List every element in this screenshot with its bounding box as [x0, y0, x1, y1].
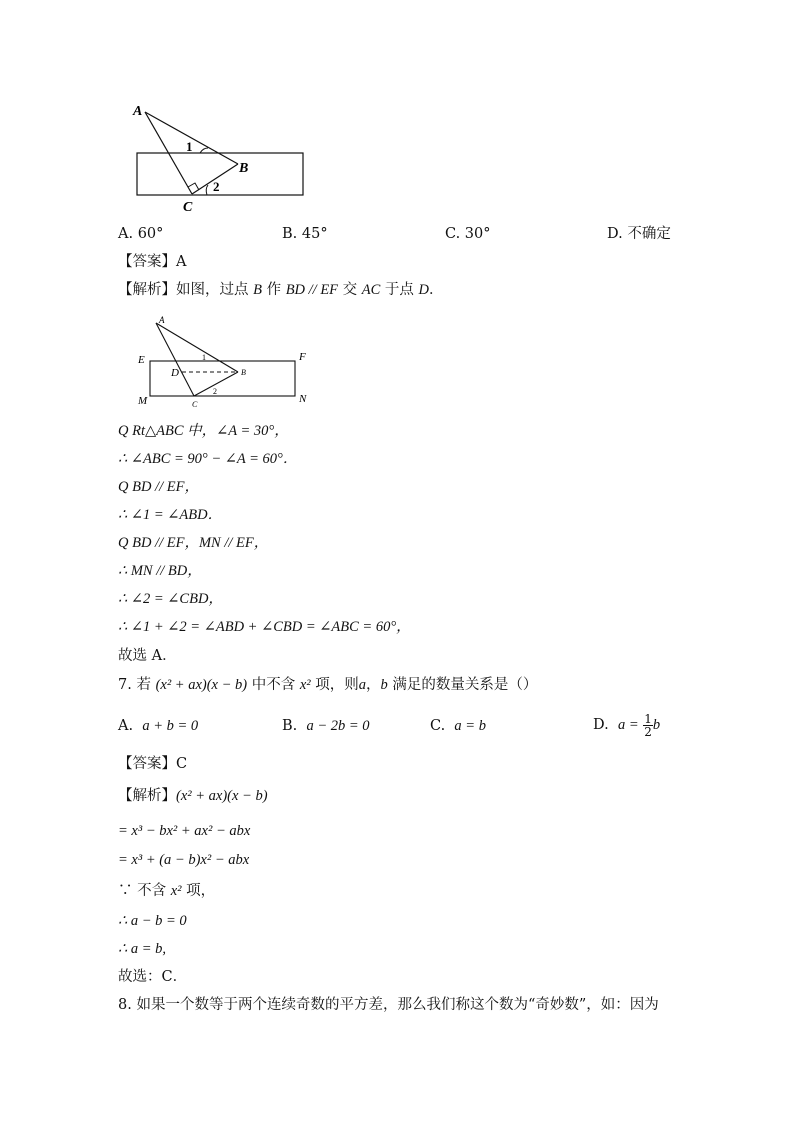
- label-c: C: [183, 200, 193, 215]
- fig2-label-2: 2: [213, 387, 217, 396]
- q7-option-c: [430, 717, 486, 735]
- figure-rectangle: [137, 153, 303, 195]
- answer-line-q6: [118, 253, 186, 271]
- analysis-intro-q6: [118, 281, 444, 299]
- label-1: 1: [186, 139, 193, 154]
- option-label: D.: [593, 717, 609, 733]
- point-d: D: [418, 282, 429, 298]
- proof-step: ∴ ∠2 = ∠CBD，: [118, 591, 223, 607]
- figure-triangle-rectangle: [128, 100, 318, 215]
- point-b: B: [253, 282, 262, 298]
- fraction-numerator: 1: [644, 711, 652, 726]
- answer-tag: 【答案】: [118, 756, 176, 772]
- option-expr: a − 2b = 0: [306, 718, 370, 734]
- segment-ac: AC: [361, 282, 381, 298]
- stem-text: 7. 若: [118, 677, 156, 693]
- stem-expression: (x² + ax)(x − b): [155, 677, 248, 693]
- q7-option-d: [593, 710, 660, 740]
- fig2-label-a: A: [159, 315, 165, 325]
- option-expr: a = b: [454, 718, 486, 734]
- proof-step: ∴ MN // BD，: [118, 563, 202, 579]
- option-expr: a =: [617, 717, 639, 733]
- analysis-text: 交: [338, 282, 362, 298]
- answer-line-q7: [118, 755, 187, 773]
- fig2-label-1: 1: [202, 353, 206, 362]
- fraction-half: [643, 713, 653, 738]
- answer-value: C: [176, 756, 188, 772]
- analysis-expression: (x² + ax)(x − b): [176, 788, 268, 804]
- label-2: 2: [213, 179, 220, 194]
- angle1-arc: [200, 148, 208, 153]
- fig2-label-b: B: [241, 368, 246, 377]
- option-label: B.: [282, 718, 298, 734]
- option-b: B. 45°: [282, 226, 328, 242]
- analysis-text: 作: [261, 282, 286, 298]
- fraction-denominator: 2: [644, 724, 652, 739]
- fig2-label-f: F: [299, 351, 306, 363]
- stem-text: 满足的数量关系是（）: [387, 677, 538, 693]
- q7-option-a: [118, 717, 198, 735]
- option-expr: a + b = 0: [142, 718, 199, 734]
- stem-text: 中不含: [247, 677, 300, 693]
- because-term: x²: [170, 883, 182, 899]
- because-text: ∵ 不含: [118, 883, 171, 899]
- answer-value: A: [176, 254, 187, 270]
- conclusion-q7: 故选：C．: [118, 969, 188, 985]
- analysis-line-q7: [118, 787, 268, 805]
- analysis-text: 于点: [380, 282, 419, 298]
- analysis-tag: 【解析】: [118, 788, 176, 804]
- figure-auxiliary-line: [134, 312, 314, 412]
- option-d: D. 不确定: [607, 226, 671, 242]
- conclusion-q6: 故选 A．: [118, 648, 177, 664]
- option-label: A.: [118, 718, 134, 734]
- proof-step: ∴ ∠1 = ∠ABD．: [118, 507, 223, 523]
- figure-side-ab: [145, 112, 238, 164]
- analysis-text: 如图，过点: [176, 282, 254, 298]
- stem-text: ，: [365, 677, 381, 693]
- fig2-label-e: E: [138, 354, 145, 366]
- option-expr: b: [652, 717, 661, 733]
- var-a: a: [358, 677, 366, 693]
- therefore-line: ∴ a − b = 0: [118, 913, 187, 929]
- fig2-label-m: M: [138, 395, 148, 407]
- fig2-label-c: C: [192, 400, 198, 409]
- answer-tag: 【答案】: [118, 254, 176, 270]
- expansion-step: = x³ + (a − b)x² − abx: [118, 852, 250, 868]
- option-a: A. 60°: [118, 226, 164, 242]
- question-8-stem: 8. 如果一个数等于两个连续奇数的平方差，那么我们称这个数为“奇妙数”，如：因为: [118, 997, 659, 1013]
- angle2-arc: [206, 185, 208, 195]
- proof-step: Q BD // EF，MN // EF，: [118, 535, 269, 551]
- fig2-label-d: D: [171, 367, 179, 379]
- stem-term: x²: [299, 677, 311, 693]
- label-b: B: [239, 161, 249, 176]
- stem-text: 项，则: [310, 677, 359, 693]
- because-line: [118, 882, 215, 900]
- expansion-step: = x³ − bx² + ax² − abx: [118, 823, 251, 839]
- analysis-text: ．: [429, 282, 444, 298]
- question-7-stem: [118, 676, 537, 694]
- option-c: C. 30°: [445, 226, 491, 242]
- parallel-expr: BD // EF: [285, 282, 339, 298]
- q7-option-b: [282, 717, 370, 735]
- proof-step: Q Rt△ABC 中，∠A = 30°，: [118, 423, 289, 439]
- label-a: A: [133, 104, 143, 119]
- fig2-label-n: N: [299, 393, 307, 405]
- proof-step: ∴ ∠ABC = 90° − ∠A = 60°．: [118, 451, 298, 467]
- option-label: C.: [430, 718, 446, 734]
- therefore-line: ∴ a = b,: [118, 941, 167, 957]
- because-text: 项，: [181, 883, 216, 899]
- var-b: b: [380, 677, 388, 693]
- analysis-tag: 【解析】: [118, 282, 176, 298]
- proof-step: Q BD // EF，: [118, 479, 199, 495]
- proof-step: ∴ ∠1 + ∠2 = ∠ABD + ∠CBD = ∠ABC = 60°，: [118, 619, 411, 635]
